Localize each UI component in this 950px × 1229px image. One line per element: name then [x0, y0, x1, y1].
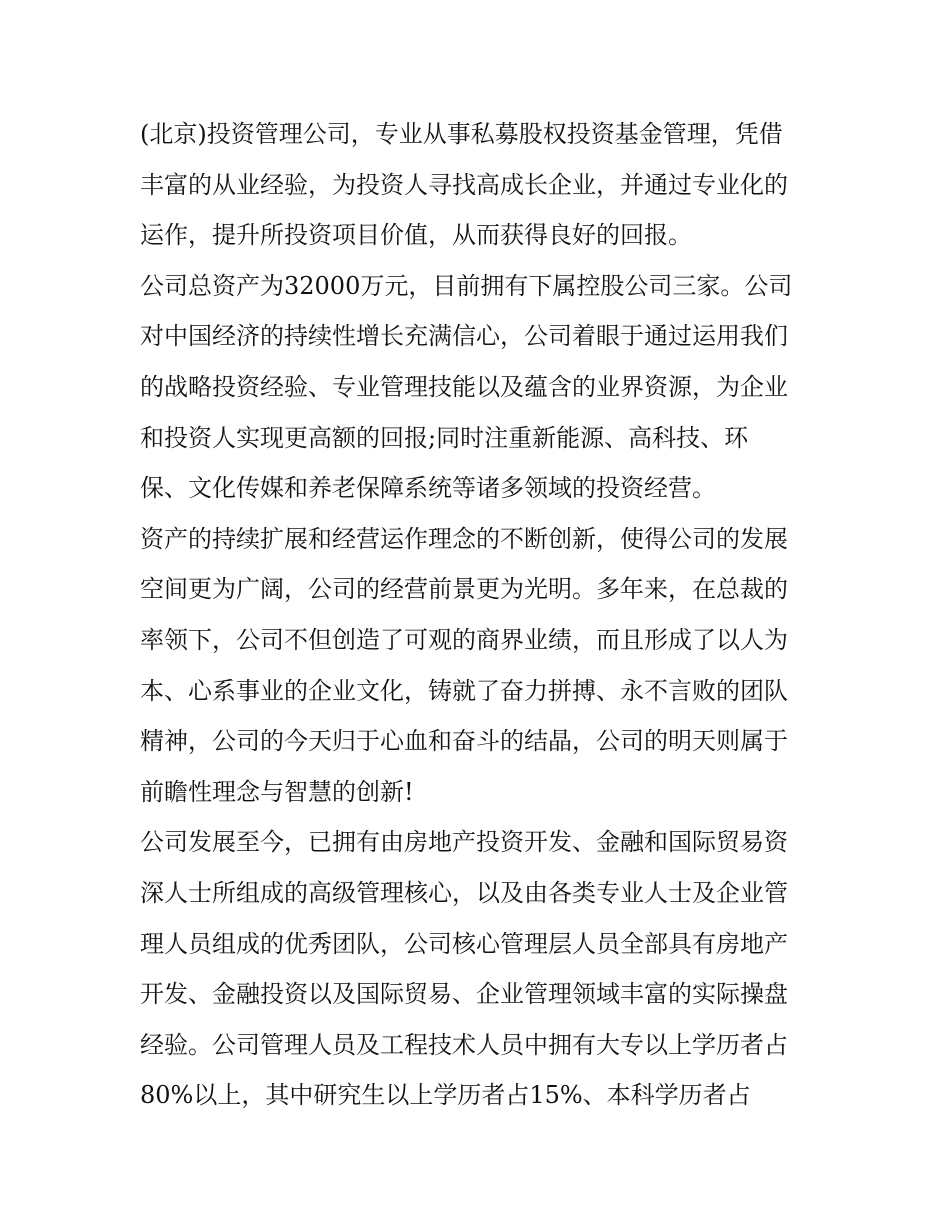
text-line: (北京)投资管理公司，专业从事私募股权投资基金管理，凭借 — [140, 120, 783, 148]
text-line: 率领下，公司不但创造了可观的商界业绩，而且形成了以人为 — [140, 625, 788, 654]
document-page — [140, 109, 820, 1121]
text-line: 丰富的从业经验，为投资人寻找高成长企业，并通过专业化的 — [140, 170, 788, 199]
text-line: 前瞻性理念与智慧的创新! — [140, 777, 414, 806]
text-line: 对中国经济的持续性增长充满信心，公司着眼于通过运用我们 — [140, 322, 788, 351]
text-line: 公司发展至今，已拥有由房地产投资开发、金融和国际贸易资 — [140, 828, 788, 857]
text-line: 经验。公司管理人员及工程技术人员中拥有大专以上学历者占 — [140, 1030, 788, 1059]
text-line: 保、文化传媒和养老保障系统等诸多领域的投资经营。 — [140, 474, 716, 503]
text-line: 深人士所组成的高级管理核心，以及由各类专业人士及企业管 — [140, 878, 788, 907]
text-line: 开发、金融投资以及国际贸易、企业管理领域丰富的实际操盘 — [140, 980, 788, 1009]
text-line: 资产的持续扩展和经营运作理念的不断创新，使得公司的发展 — [140, 524, 788, 553]
text-line: 精神，公司的今天归于心血和奋斗的结晶，公司的明天则属于 — [140, 727, 788, 756]
text-line: 运作，提升所投资项目价值，从而获得良好的回报。 — [140, 221, 692, 250]
text-line: 理人员组成的优秀团队，公司核心管理层人员全部具有房地产 — [140, 929, 788, 958]
text-line: 本、心系事业的企业文化，铸就了奋力拼搏、永不言败的团队 — [140, 676, 788, 705]
text-line: 和投资人实现更高额的回报;同时注重新能源、高科技、环 — [140, 423, 749, 452]
text-line: 80%以上，其中研究生以上学历者占15%、本科学历者占 — [140, 1081, 751, 1110]
text-line: 的战略投资经验、专业管理技能以及蕴含的业界资源，为企业 — [140, 372, 788, 401]
text-line: 公司总资产为32000万元，目前拥有下属控股公司三家。公司 — [140, 271, 793, 300]
text-line: 空间更为广阔，公司的经营前景更为光明。多年来，在总裁的 — [140, 575, 788, 604]
